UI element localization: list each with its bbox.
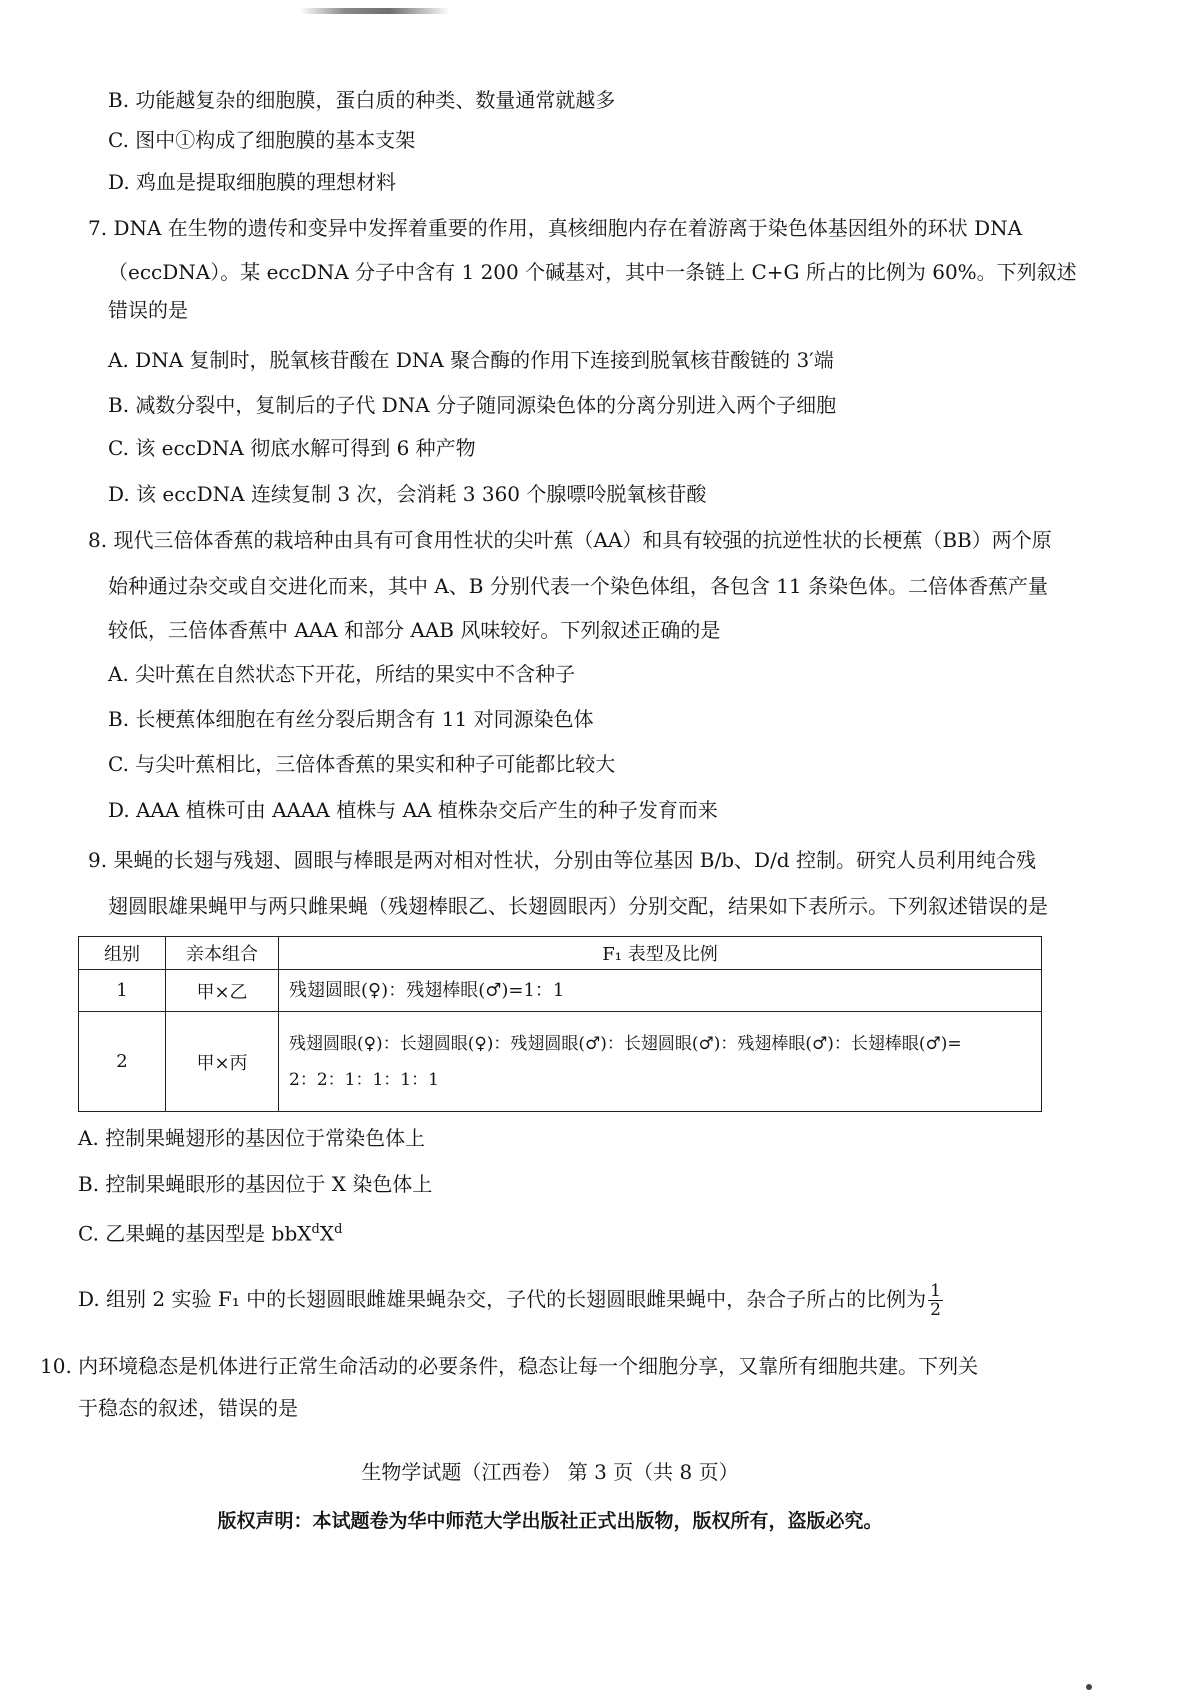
copyright-notice: 版权声明：本试题卷为华中师范大学出版社正式出版物，版权所有，盗版必究。 — [217, 1510, 883, 1532]
table-header-cross: 亲本组合 — [166, 937, 279, 970]
q8-option-b: B. 长梗蕉体细胞在有丝分裂后期含有 11 对同源染色体 — [108, 707, 594, 731]
q8-stem-line-3: 较低，三倍体香蕉中 AAA 和部分 AAB 风味较好。下列叙述正确的是 — [108, 618, 721, 642]
q9-option-c — [78, 1216, 342, 1248]
q6-option-c: C. 图中①构成了细胞膜的基本支架 — [108, 128, 416, 152]
q7-option-b: B. 减数分裂中，复制后的子代 DNA 分子随同源染色体的分离分别进入两个子细胞 — [108, 393, 837, 417]
q9-stem-line-2: 翅圆眼雄果蝇甲与两只雌果蝇（残翅棒眼乙、长翅圆眼丙）分别交配，结果如下表所示。下列叙述错误的是 — [108, 894, 1048, 918]
q9-option-a: A. 控制果蝇翅形的基因位于常染色体上 — [78, 1126, 426, 1150]
table-cell-cross: 甲×丙 — [166, 1012, 279, 1112]
q7-option-a: A. DNA 复制时，脱氧核苷酸在 DNA 聚合酶的作用下连接到脱氧核苷酸链的 3′端 — [108, 348, 834, 372]
q7-option-d: D. 该 eccDNA 连续复制 3 次，会消耗 3 360 个腺嘌呤脱氧核苷酸 — [108, 482, 707, 506]
fraction-numerator: 1 — [930, 1281, 941, 1301]
q9-option-c-text: C. 乙果蝇的基因型是 bbX — [78, 1221, 312, 1246]
page-footer-title: 生物学试题（江西卷） 第 3 页（共 8 页） — [361, 1460, 739, 1484]
q8-option-a: A. 尖叶蕉在自然状态下开花，所结的果实中不含种子 — [108, 662, 576, 686]
table-cell-result-line-2: 2：2：1：1：1：1 — [289, 1069, 439, 1090]
q9-option-c-x: X — [319, 1221, 335, 1246]
table-cell-result-line-1: 残翅圆眼(♀)：长翅圆眼(♀)：残翅圆眼(♂)：长翅圆眼(♂)：残翅棒眼(♂)：长翅棒眼(♂)= — [289, 1033, 962, 1054]
table-cell-result-text: 残翅圆眼(♀)：残翅棒眼(♂)=1：1 — [289, 979, 565, 1001]
table-header-result: F₁ 表型及比例 — [279, 937, 1042, 970]
table-row — [79, 970, 1042, 1012]
q7-stem-line-1: 7. DNA 在生物的遗传和变异中发挥着重要的作用，真核细胞内存在着游离于染色体基因组外的环状 DNA — [88, 216, 1023, 240]
fraction-denominator: 2 — [930, 1300, 941, 1320]
q9-option-d — [78, 1282, 943, 1319]
q10-stem-line-1: 10. 内环境稳态是机体进行正常生命活动的必要条件，稳态让每一个细胞分享，又靠所有细胞共建。下列关 — [40, 1354, 979, 1378]
q9-option-d-text: D. 组别 2 实验 F₁ 中的长翅圆眼雌雄果蝇杂交，子代的长翅圆眼雌果蝇中，杂合子所占的比例为 — [78, 1287, 927, 1311]
q9-option-c-sup-1: d — [311, 1222, 320, 1237]
table-header-group: 组别 — [79, 937, 166, 970]
scan-dot — [1086, 1684, 1092, 1690]
q6-option-d: D. 鸡血是提取细胞膜的理想材料 — [108, 170, 397, 194]
q8-stem-line-1: 8. 现代三倍体香蕉的栽培种由具有可食用性状的尖叶蕉（AA）和具有较强的抗逆性状的长梗蕉（BB）两个原 — [88, 528, 1052, 552]
table-cell-group: 1 — [79, 970, 166, 1012]
q8-stem-line-2: 始种通过杂交或自交进化而来，其中 A、B 分别代表一个染色体组，各包含 11 条染色体。二倍体香蕉产量 — [108, 574, 1049, 598]
q6-option-b: B. 功能越复杂的细胞膜，蛋白质的种类、数量通常就越多 — [108, 88, 616, 112]
table-row — [79, 1012, 1042, 1112]
table-cell-group: 2 — [79, 1012, 166, 1112]
table-cell-result — [279, 970, 1042, 1012]
q7-stem-line-2: （eccDNA）。某 eccDNA 分子中含有 1 200 个碱基对，其中一条链上 C+G 所占的比例为 60%。下列叙述 — [108, 260, 1077, 284]
q8-option-c: C. 与尖叶蕉相比，三倍体香蕉的果实和种子可能都比较大 — [108, 752, 616, 776]
f1-results-table — [78, 936, 1042, 1112]
table-cell-result — [279, 1012, 1042, 1112]
scan-artifact — [300, 8, 450, 14]
q9-option-b: B. 控制果蝇眼形的基因位于 X 染色体上 — [78, 1172, 433, 1196]
fraction — [928, 1282, 943, 1319]
q10-stem-line-2: 于稳态的叙述，错误的是 — [78, 1396, 298, 1420]
q7-stem-line-3: 错误的是 — [108, 298, 188, 322]
q8-option-d: D. AAA 植株可由 AAAA 植株与 AA 植株杂交后产生的种子发育而来 — [108, 798, 718, 822]
q9-option-c-sup-2: d — [334, 1222, 343, 1237]
q9-stem-line-1: 9. 果蝇的长翅与残翅、圆眼与棒眼是两对相对性状，分别由等位基因 B/b、D/d 控制。研究人员利用纯合残 — [88, 848, 1036, 872]
q7-option-c: C. 该 eccDNA 彻底水解可得到 6 种产物 — [108, 436, 476, 460]
table-cell-cross: 甲×乙 — [166, 970, 279, 1012]
